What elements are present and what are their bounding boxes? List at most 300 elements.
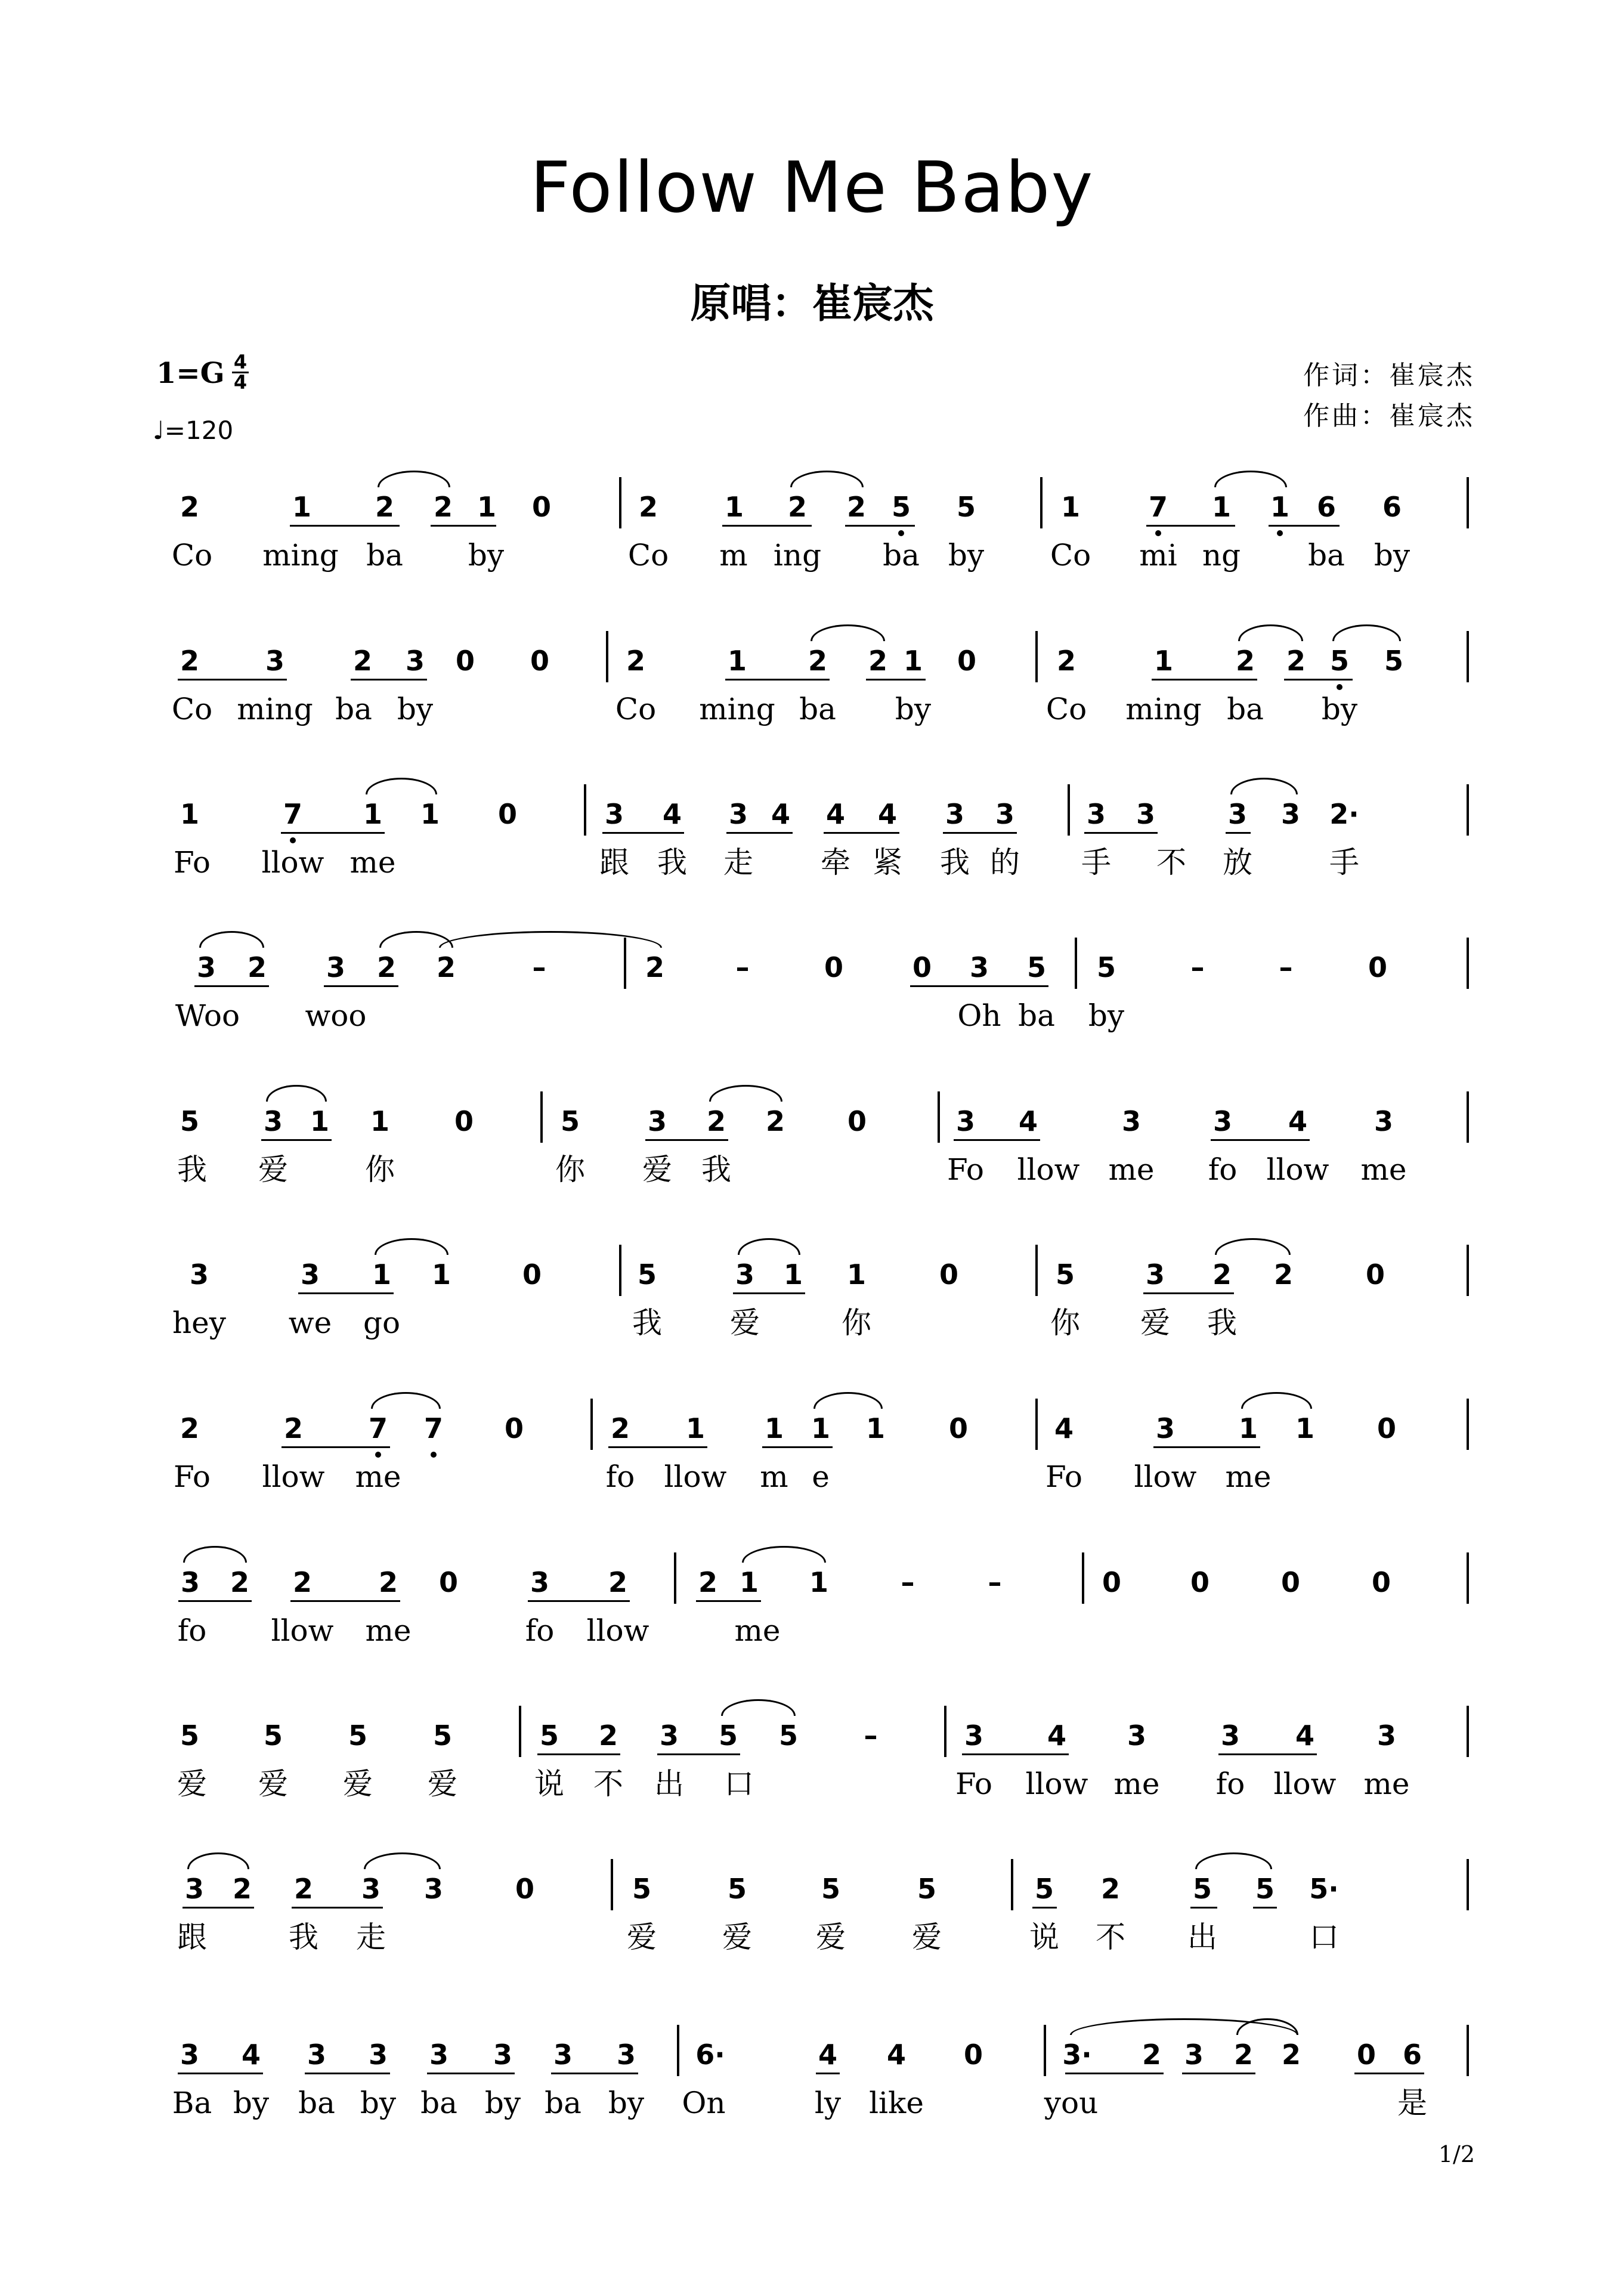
jianpu-note: 2 (232, 1873, 252, 1905)
jianpu-note: 1 (310, 1105, 330, 1137)
lyric-syllable: Oh (957, 998, 1001, 1033)
jianpu-note: 0 (454, 1105, 474, 1137)
lyric-syllable: 是 (1397, 2086, 1427, 2120)
barline (540, 1091, 543, 1143)
lyric-syllable: llow (261, 845, 324, 880)
underline-beam (608, 1446, 707, 1448)
underline-beam (305, 2073, 390, 2074)
jianpu-note: 4 (1288, 1105, 1308, 1137)
lyric-syllable: m (760, 1459, 788, 1494)
jianpu-note: 0 (530, 645, 550, 677)
tie-slur (371, 1392, 441, 1409)
lyric-syllable: ming (262, 538, 339, 573)
jianpu-note: 2 (846, 491, 867, 523)
lyric-syllable: ba (799, 692, 836, 726)
time-signature-bottom: 4 (233, 371, 248, 394)
jianpu-note: 0 (1280, 1566, 1301, 1598)
lyric-syllable: ba (335, 692, 372, 726)
lyric-syllable: 我 (657, 845, 687, 880)
lyric-syllable: llow (1266, 1152, 1329, 1187)
underline-beam (696, 1600, 761, 1602)
jianpu-note: 2 (180, 645, 200, 677)
tie-slur (366, 778, 437, 794)
lyric-syllable: like (869, 2086, 924, 2120)
jianpu-note: 5 (637, 1258, 657, 1291)
lyric-syllable: 走 (723, 845, 753, 880)
underline-beam (537, 1753, 620, 1755)
jianpu-note: 3 (189, 1258, 209, 1291)
lyric-syllable: mi (1139, 538, 1177, 573)
lyric-syllable: me (1108, 1152, 1155, 1187)
jianpu-note: 4 (1018, 1105, 1038, 1137)
jianpu-note: 1 (1295, 1412, 1315, 1445)
lyric-syllable: 跟 (599, 845, 629, 880)
lyric-syllable: we (288, 1306, 332, 1340)
jianpu-note: 1 (685, 1412, 706, 1445)
underline-beam (427, 2073, 515, 2074)
jianpu-note: 4 (818, 2039, 838, 2071)
underline-beam (298, 1292, 394, 1294)
lyric-syllable: 走 (356, 1920, 386, 1954)
jianpu-note: 4 (825, 798, 846, 830)
tie-slur (439, 931, 662, 948)
jianpu-note: 6 (1316, 491, 1337, 523)
jianpu-note: 5 (180, 1105, 200, 1137)
lyric-syllable: 口 (724, 1767, 754, 1801)
barline (619, 477, 621, 528)
jianpu-note: 3 (530, 1566, 550, 1598)
lyric-syllable: 爱 (642, 1152, 672, 1187)
lyric-syllable: 爱 (627, 1920, 657, 1954)
lyric-syllable: go (363, 1306, 401, 1340)
jianpu-note: 4 (1047, 1719, 1067, 1752)
lyric-syllable: Woo (175, 998, 240, 1033)
jianpu-note: 1 (846, 1258, 867, 1291)
jianpu-note: 3 (361, 1873, 381, 1905)
tie-slur (811, 624, 885, 641)
barline (590, 1399, 593, 1450)
underline-beam (194, 985, 269, 987)
time-signature-top: 4 (233, 351, 248, 373)
underline-beam (324, 985, 398, 987)
lyric-syllable: 爱 (258, 1152, 288, 1187)
jianpu-note: 3 (647, 1105, 667, 1137)
lyric-syllable: Co (1045, 692, 1087, 726)
tie-slur (813, 1392, 883, 1409)
jianpu-note: 5 (778, 1719, 799, 1752)
jianpu-note: 7 (283, 798, 303, 830)
jianpu-note: 0 (1376, 1412, 1397, 1445)
underline-beam (954, 1139, 1040, 1141)
underline-beam (1269, 525, 1340, 527)
jianpu-note: 3 (1121, 1105, 1142, 1137)
jianpu-note: 3 (423, 1873, 444, 1905)
jianpu-note: 1 (477, 491, 497, 523)
lyric-syllable: 的 (990, 845, 1020, 880)
underline-beam (1152, 679, 1257, 681)
underline-beam (290, 1600, 400, 1602)
jianpu-note: 3 (263, 1105, 283, 1137)
jianpu-note: 1 (1238, 1412, 1258, 1445)
credits (1303, 355, 1475, 437)
barline (944, 1706, 946, 1757)
lyric-syllable: Co (1050, 538, 1091, 573)
underline-beam (178, 2073, 263, 2074)
lyric-syllable: 紧 (873, 845, 902, 880)
jianpu-note: – (988, 1566, 1002, 1598)
underline-beam (1218, 1753, 1317, 1755)
jianpu-note: 7 (1148, 491, 1168, 523)
tie-slur (375, 1238, 448, 1255)
underline-beam (866, 679, 926, 681)
tie-slur (1332, 624, 1401, 641)
jianpu-note: 0 (455, 645, 475, 677)
underline-beam (645, 1139, 728, 1141)
jianpu-note: 0 (957, 645, 977, 677)
jianpu-note: – (864, 1719, 878, 1752)
lyric-syllable: me (365, 1613, 412, 1648)
jianpu-note: 7 (423, 1412, 444, 1445)
lyric-syllable: fo (605, 1459, 635, 1494)
lyric-syllable: fo (177, 1613, 207, 1648)
lyric-syllable: 手 (1329, 845, 1359, 880)
tie-slur (1241, 1392, 1312, 1409)
lyric-syllable: 不 (1156, 845, 1186, 880)
jianpu-note: 3 (1145, 1258, 1165, 1291)
lyric-syllable: 我 (1207, 1306, 1237, 1340)
lyric-syllable: ba (298, 2086, 335, 2120)
lyric-syllable: Fo (173, 1459, 211, 1494)
jianpu-note: 2 (436, 951, 456, 983)
jianpu-note: 0 (504, 1412, 524, 1445)
lyric-syllable: 我 (177, 1152, 207, 1187)
lyric-syllable: 爱 (730, 1306, 760, 1340)
tie-slur (364, 1852, 441, 1869)
page-number: 1/2 (1438, 2141, 1475, 2167)
barline (674, 1552, 676, 1604)
jianpu-note: 5· (1309, 1873, 1339, 1905)
tie-slur (199, 931, 264, 948)
barline (1467, 784, 1469, 836)
jianpu-note: 2 (376, 951, 397, 983)
lyric-syllable: llow (1134, 1459, 1197, 1494)
lyric-syllable: 你 (555, 1152, 585, 1187)
underline-beam (722, 525, 812, 527)
lyric-syllable: me (1225, 1459, 1272, 1494)
octave-dot-below (1155, 530, 1161, 536)
jianpu-note: 3 (1280, 798, 1301, 830)
lyric-syllable: llow (271, 1613, 334, 1648)
jianpu-note: 2 (1273, 1258, 1294, 1291)
lyric-syllable: ming (1125, 692, 1202, 726)
jianpu-note: 5 (1026, 951, 1047, 983)
jianpu-note: 4 (886, 2039, 907, 2071)
lyric-syllable: fo (1215, 1767, 1245, 1801)
lyric-syllable: fo (525, 1613, 555, 1648)
jianpu-note: 3 (1227, 798, 1248, 830)
lyric-syllable: Co (171, 538, 213, 573)
jianpu-note: 3 (429, 2039, 449, 2071)
jianpu-note: 3 (307, 2039, 327, 2071)
underline-beam (290, 525, 400, 527)
lyric-syllable: llow (262, 1459, 325, 1494)
underline-beam (1190, 1907, 1217, 1909)
lyric-syllable: 我 (940, 845, 970, 880)
lyric-syllable: On (682, 2086, 726, 2120)
jianpu-note: 3 (368, 2039, 388, 2071)
jianpu-note: 5 (560, 1105, 580, 1137)
key-signature: 1=G (156, 357, 225, 390)
jianpu-note: 3 (964, 1719, 984, 1752)
jianpu-note: 1 (363, 798, 383, 830)
jianpu-note: 1 (811, 1412, 831, 1445)
jianpu-note: 5 (821, 1873, 841, 1905)
jianpu-note: 5 (632, 1873, 652, 1905)
jianpu-note: 2 (292, 1566, 313, 1598)
lyric-syllable: ly (814, 2086, 842, 2120)
tie-slur (266, 1085, 327, 1102)
jianpu-note: 6· (695, 2039, 725, 2071)
barline (584, 784, 586, 836)
lyric-syllable: Fo (1045, 1459, 1083, 1494)
lyric-syllable: 爱 (428, 1767, 457, 1801)
jianpu-note: 3 (180, 1566, 200, 1598)
lyric-syllable: 你 (365, 1152, 395, 1187)
jianpu-note: – (1190, 951, 1205, 983)
jianpu-note: 2 (230, 1566, 250, 1598)
lyric-syllable: woo (305, 998, 367, 1033)
lyric-syllable: 说 (1029, 1920, 1059, 1954)
jianpu-note: 3 (405, 645, 425, 677)
tie-slur (1238, 624, 1303, 641)
jianpu-note: 6 (1402, 2039, 1422, 2071)
jianpu-note: 2 (1142, 2039, 1162, 2071)
lyric-syllable: llow (1017, 1152, 1080, 1187)
underline-beam (1084, 832, 1158, 834)
jianpu-note: 2 (638, 491, 658, 523)
lyric-syllable: Ba (172, 2086, 212, 2120)
underline-beam (943, 832, 1017, 834)
jianpu-note: 3 (728, 798, 748, 830)
barline (1082, 1552, 1084, 1604)
underline-beam (962, 1753, 1069, 1755)
jianpu-note: 4 (662, 798, 682, 830)
jianpu-note: 2 (375, 491, 395, 523)
jianpu-note: 3 (945, 798, 965, 830)
underline-beam (282, 1446, 390, 1448)
lyric-syllable: 爱 (816, 1920, 846, 1954)
underline-beam (816, 2073, 840, 2074)
lyric-syllable: ba (545, 2086, 581, 2120)
underline-beam (178, 679, 287, 681)
jianpu-note: 0 (1356, 2039, 1376, 2071)
jianpu-note: 2 (868, 645, 888, 677)
lyric-syllable: me (1113, 1767, 1160, 1801)
jianpu-note: 2 (1100, 1873, 1121, 1905)
lyric-syllable: 爱 (258, 1767, 288, 1801)
jianpu-note: 3 (1086, 798, 1106, 830)
composer-credit: 作曲：崔宸杰 (1303, 401, 1475, 431)
underline-beam (431, 525, 496, 527)
song-title: Follow Me Baby (530, 146, 1094, 228)
jianpu-note: 3 (1212, 1105, 1233, 1137)
jianpu-note: 0 (1371, 1566, 1391, 1598)
jianpu-note: 2 (1212, 1258, 1232, 1291)
jianpu-note: 2 (787, 491, 808, 523)
jianpu-note: 1 (903, 645, 923, 677)
jianpu-note: 0 (1102, 1566, 1122, 1598)
jianpu-note: 2 (1233, 2039, 1254, 2071)
lyric-syllable: fo (1208, 1152, 1238, 1187)
barline (677, 2025, 679, 2076)
lyric-syllable: Fo (946, 1152, 985, 1187)
jianpu-note: 2 (433, 491, 453, 523)
jianpu-note: 0 (531, 491, 552, 523)
lyric-syllable: Co (615, 692, 657, 726)
jianpu-note: 3 (493, 2039, 513, 2071)
jianpu-note: 5 (539, 1719, 559, 1752)
underline-beam (351, 679, 427, 681)
jianpu-note: 1 (764, 1412, 784, 1445)
underline-beam (824, 832, 899, 834)
lyric-syllable: llow (586, 1613, 649, 1648)
barline (1040, 477, 1043, 528)
barline (619, 1245, 621, 1296)
jianpu-note: 1 (727, 645, 747, 677)
tie-slur (790, 471, 864, 487)
lyric-syllable: you (1044, 2086, 1099, 2120)
underline-beam (910, 985, 1048, 987)
lyric-syllable: 牵 (821, 845, 850, 880)
underline-beam (261, 1139, 332, 1141)
jianpu-note: 3 (604, 798, 624, 830)
jianpu-note: 2· (1329, 798, 1359, 830)
jianpu-note: – (1279, 951, 1293, 983)
barline (519, 1706, 521, 1757)
underline-beam (1153, 1446, 1260, 1448)
barline (1467, 631, 1469, 682)
lyric-syllable: ba (1018, 998, 1055, 1033)
barline (1467, 2025, 1469, 2076)
jianpu-note: 5 (348, 1719, 368, 1752)
jianpu-note: 0 (824, 951, 844, 983)
tie-slur (742, 1546, 826, 1563)
lyric-syllable: 爱 (722, 1920, 752, 1954)
underline-beam (1182, 2073, 1255, 2074)
lyricist-credit: 作词：崔宸杰 (1303, 360, 1475, 391)
lyric-syllable: by (895, 692, 932, 726)
lyric-syllable: 手 (1081, 845, 1111, 880)
lyric-syllable: 出 (1187, 1920, 1217, 1954)
lyric-syllable: by (468, 538, 505, 573)
jianpu-note: 0 (515, 1873, 535, 1905)
jianpu-note: 0 (1368, 951, 1388, 983)
barline (1068, 784, 1070, 836)
lyric-syllable: hey (172, 1306, 227, 1340)
time-signature (228, 353, 252, 392)
underline-beam (762, 1446, 833, 1448)
tie-slur (721, 1699, 796, 1716)
barline (1467, 477, 1469, 528)
jianpu-note: 6 (1382, 491, 1402, 523)
underline-beam (1032, 1907, 1057, 1909)
jianpu-note: – (901, 1566, 915, 1598)
barline (1044, 2025, 1046, 2076)
lyric-syllable: by (1321, 692, 1358, 726)
jianpu-note: 3 (955, 1105, 976, 1137)
jianpu-note: 5 (1055, 1258, 1075, 1291)
underline-beam (726, 832, 793, 834)
jianpu-note: 3 (184, 1873, 205, 1905)
jianpu-note: 2 (283, 1412, 304, 1445)
underline-beam (1226, 832, 1251, 834)
underline-beam (1354, 2073, 1424, 2074)
jianpu-note: 2 (1235, 645, 1255, 677)
jianpu-note: 1 (1153, 645, 1174, 677)
lyric-syllable: llow (1025, 1767, 1088, 1801)
jianpu-note: 4 (1295, 1719, 1315, 1752)
underline-beam (292, 1907, 383, 1909)
barline (611, 1859, 613, 1910)
jianpu-note: 2 (378, 1566, 398, 1598)
lyric-syllable: ba (883, 538, 920, 573)
jianpu-note: 5 (1192, 1873, 1212, 1905)
jianpu-note: 0 (497, 798, 518, 830)
barline (1467, 1399, 1469, 1450)
lyric-syllable: 不 (593, 1767, 623, 1801)
jianpu-note: 4 (771, 798, 791, 830)
underline-beam (1211, 1139, 1310, 1141)
lyric-syllable: ba (366, 538, 403, 573)
jianpu-note: 0 (522, 1258, 542, 1291)
jianpu-note: 2 (610, 1412, 630, 1445)
jianpu-note: 3 (196, 951, 216, 983)
underline-beam (178, 1600, 252, 1602)
underline-beam (551, 2073, 638, 2074)
original-singer: 原唱：崔宸杰 (690, 280, 934, 327)
barline (1467, 1091, 1469, 1143)
jianpu-note: 2 (808, 645, 828, 677)
jianpu-note: 5 (727, 1873, 747, 1905)
barline (1011, 1859, 1013, 1910)
jianpu-note: 3 (1374, 1105, 1394, 1137)
tie-slur (187, 1852, 249, 1869)
tie-slur (378, 471, 450, 487)
barline (1467, 1859, 1469, 1910)
underline-beam (657, 1753, 740, 1755)
jianpu-note: 0 (912, 951, 932, 983)
lyric-syllable: ba (1227, 692, 1264, 726)
lyric-syllable: by (608, 2086, 645, 2120)
jianpu-note: 1 (1211, 491, 1232, 523)
underline-beam (733, 1292, 805, 1294)
lyric-syllable: 我 (701, 1152, 731, 1187)
lyric-syllable: 不 (1096, 1920, 1125, 1954)
jianpu-note: 2 (706, 1105, 726, 1137)
jianpu-note: 2 (180, 491, 200, 523)
jianpu-note: 0 (1190, 1566, 1210, 1598)
jianpu-note: 3 (553, 2039, 573, 2071)
jianpu-note: 2 (645, 951, 665, 983)
lyric-syllable: 爱 (343, 1767, 373, 1801)
jianpu-note: 2 (180, 1412, 200, 1445)
lyric-syllable: me (349, 845, 396, 880)
underline-beam (1253, 1907, 1277, 1909)
octave-dot-below (375, 1452, 381, 1458)
lyric-syllable: Co (171, 692, 213, 726)
jianpu-note: 7 (368, 1412, 388, 1445)
lyric-syllable: me (1363, 1767, 1410, 1801)
